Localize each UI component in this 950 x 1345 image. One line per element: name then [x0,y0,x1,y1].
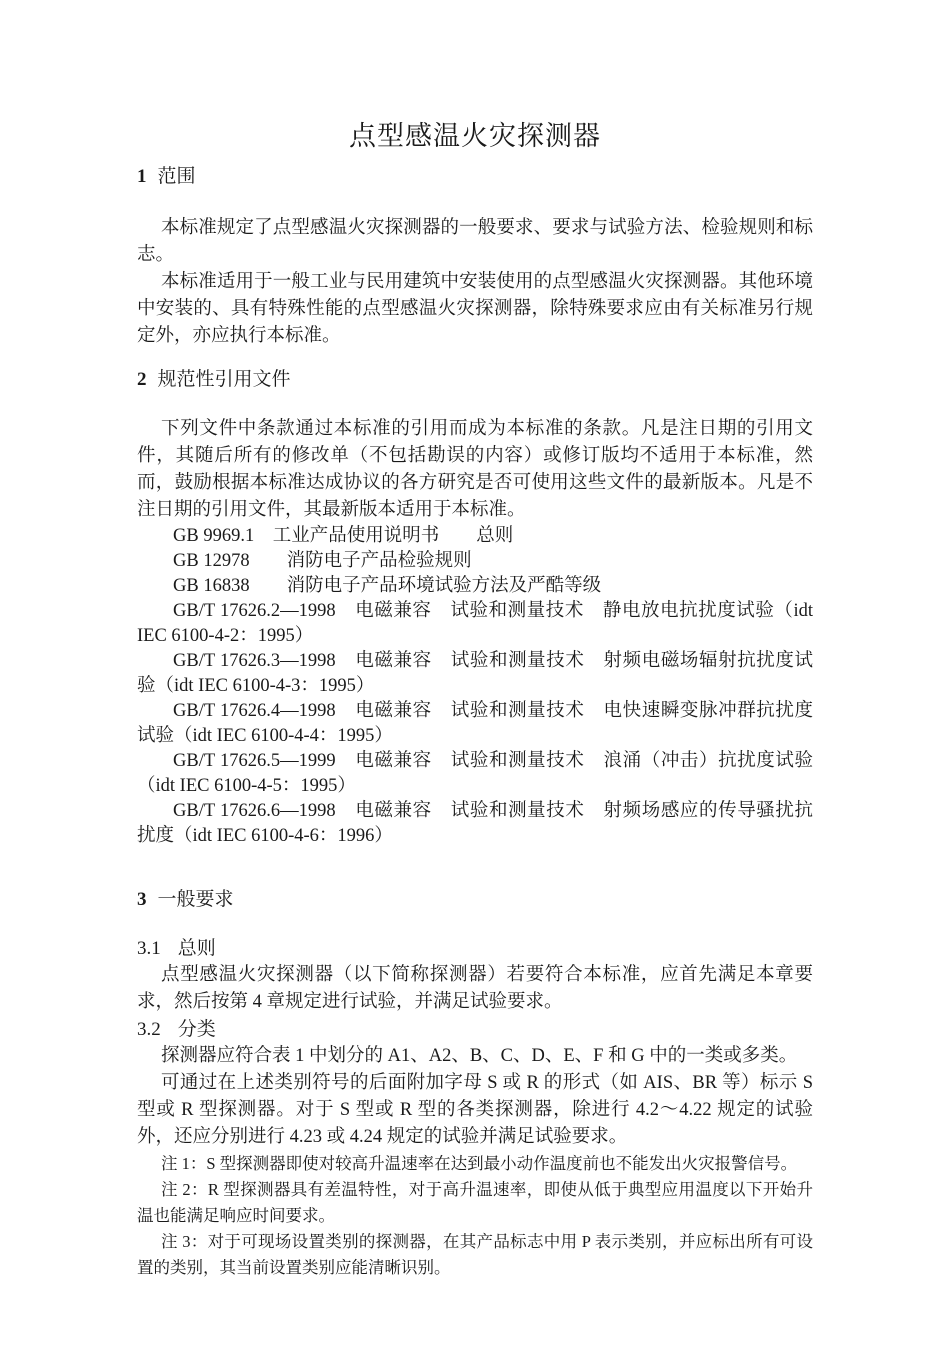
note-item [137,1229,813,1281]
section-number: 1 [137,166,147,187]
document-title: 点型感温火灾探测器 [349,121,601,151]
note-text: S 型探测器即使对较高升温速率在达到最小动作温度前也不能发出火灾报警信号。 [206,1154,798,1173]
subsection-number: 3.1 [137,938,161,959]
reference-item: GB/T 17626.2—1998 电磁兼容 试验和测量技术 静电放电抗扰度试验（idt IEC 6100-4-2：1995） [137,601,813,646]
note-item [137,1151,813,1177]
reference-item: GB/T 17626.4—1998 电磁兼容 试验和测量技术 电快速瞬变脉冲群抗扰度试验（idt IEC 6100-4-4：1995） [137,701,813,746]
scope-paragraph-2: 本标准适用于一般工业与民用建筑中安装使用的点型感温火灾探测器。其他环境中安装的、具有特殊性能的点型感温火灾探测器，除特殊要求应由有关标准另行规定外，亦应执行本标准。 [137,272,813,346]
scope-paragraph-1: 本标准规定了点型感温火灾探测器的一般要求、要求与试验方法、检验规则和标志。 [137,218,813,265]
section-1-heading [137,163,813,190]
note-label: 注 1： [161,1154,207,1173]
subsection-heading-text: 总则 [177,938,216,959]
classification-paragraph-2: 可通过在上述类别符号的后面附加字母 S 或 R 的形式（如 AIS、BR 等）标示 S 型或 R 型探测器。对于 S 型或 R 型的各类探测器，除进行 4.2～4.22 规定的试验外，还应分别进行 4.23 或 4.24 规定的试验并满足试验要求。 [137,1073,813,1147]
section-3-heading [137,886,813,913]
note-item [137,1177,813,1229]
section-number: 2 [137,369,147,390]
reference-item: GB/T 17626.3—1998 电磁兼容 试验和测量技术 射频电磁场辐射抗扰度试验（idt IEC 6100-4-3：1995） [137,651,813,696]
section-number: 3 [137,889,147,910]
reference-item: GB/T 17626.6—1998 电磁兼容 试验和测量技术 射频场感应的传导骚扰抗扰度（idt IEC 6100-4-6：1996） [137,801,813,846]
classification-paragraph-1: 探测器应符合表 1 中划分的 A1、A2、B、C、D、E、F 和 G 中的一类或多类。 [161,1046,798,1066]
reference-item: GB 16838 消防电子产品环境试验方法及严酷等级 [173,576,602,596]
section-3-1-heading [137,935,813,962]
note-label: 注 2： [161,1180,208,1199]
section-2-heading [137,366,813,393]
subsection-number: 3.2 [137,1019,161,1040]
section-3-2-heading [137,1016,813,1043]
general-rules-paragraph: 点型感温火灾探测器（以下简称探测器）若要符合本标准，应首先满足本章要求，然后按第 4 章规定进行试验，并满足试验要求。 [137,965,813,1012]
reference-item: GB 9969.1 工业产品使用说明书 总则 [173,526,514,546]
note-label: 注 3： [161,1232,208,1251]
normative-refs-intro: 下列文件中条款通过本标准的引用而成为本标准的条款。凡是注日期的引用文件，其随后所有的修改单（不包括勘误的内容）或修订版均不适用于本标准，然而，鼓励根据本标准达成协议的各方研究是否可使用这些文件的最新版本。凡是不注日期的引用文件，其最新版本适用于本标准。 [137,419,813,520]
subsection-heading-text: 分类 [177,1019,216,1040]
reference-item: GB 12978 消防电子产品检验规则 [173,551,472,571]
section-heading-text: 范围 [157,166,196,187]
section-heading-text: 规范性引用文件 [157,369,291,390]
note-text: 对于可现场设置类别的探测器，在其产品标志中用 P 表示类别，并应标出所有可设置的类别，其当前设置类别应能清晰识别。 [137,1232,813,1277]
note-text: R 型探测器具有差温特性，对于高升温速率，即使从低于典型应用温度以下开始升温也能满足响应时间要求。 [137,1180,813,1225]
reference-item: GB/T 17626.5—1999 电磁兼容 试验和测量技术 浪涌（冲击）抗扰度试验（idt IEC 6100-4-5：1995） [137,751,813,796]
section-heading-text: 一般要求 [157,889,234,910]
